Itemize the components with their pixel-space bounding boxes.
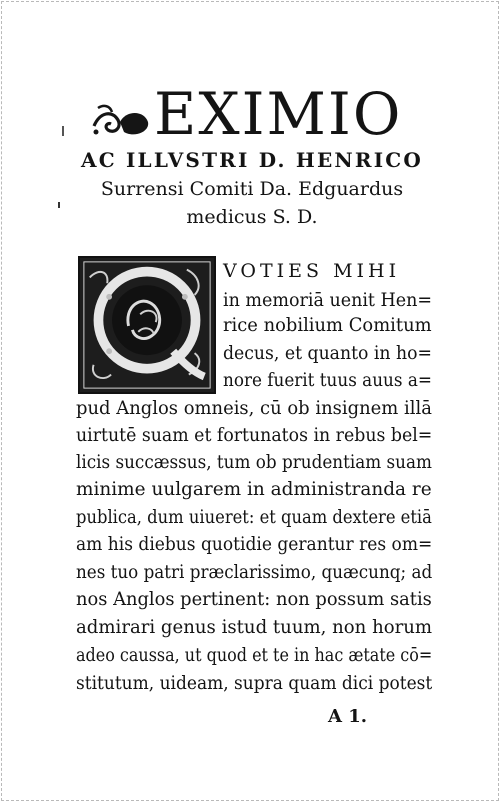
body-line: pud Anglos omneis, cū ob insignem illā (76, 398, 432, 419)
body-line: decus, et quanto in ho= (223, 343, 433, 364)
body-line: stitutum, uideam, supra quam dici potest (76, 673, 433, 694)
signature-mark: A 1. (328, 706, 368, 727)
body-line: am his diebus quotidie gerantur res om= (76, 534, 433, 555)
body-line: publica, dum uiueret: et quam dextere etiā (76, 507, 432, 528)
body-line: VOTIES MIHI (223, 260, 401, 282)
body-line: adeo caussa, ut quod et te in hac ætate cō= (76, 645, 433, 666)
body-line: in memoriā uenit Hen= (223, 290, 433, 311)
margin-mark (62, 126, 64, 136)
body-line: nore fuerit tuus auus a= (223, 370, 432, 391)
body-line: uirtutē suam et fortunatos in rebus bel= (76, 425, 433, 446)
dedication-line-3: medicus S. D. (186, 206, 318, 228)
body-line: nes tuo patri præclarissimo, quæcunq; ad (76, 562, 433, 583)
decorated-initial-q-icon (78, 256, 216, 394)
dedication-line-2: Surrensi Comiti Da. Edguardus (100, 178, 404, 200)
book-page (1, 1, 499, 801)
fleuron-icon (90, 98, 152, 142)
body-line: rice nobilium Comitum (223, 315, 432, 336)
body-line: licis succæssus, tum ob prudentiam suam (76, 452, 432, 473)
page-title: EXIMIO (154, 80, 403, 148)
body-line: nos Anglos pertinent: non possum satis (76, 589, 432, 610)
dedication-line-1: AC ILLVSTRI D. HENRICO (81, 148, 423, 172)
body-line: minime uulgarem in administranda re (76, 479, 432, 500)
body-line: admirari genus istud tuum, non horum (76, 617, 433, 638)
